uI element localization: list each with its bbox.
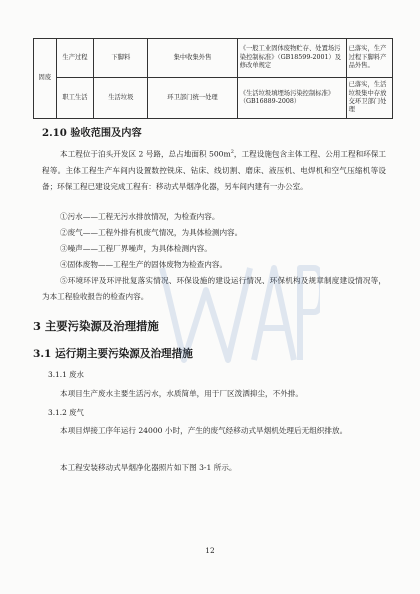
scope-paragraph (42, 144, 386, 195)
item-noise: ③噪声——工程厂界噪声，为具体检测内容。 (60, 244, 212, 253)
standard-cell: 《一般工业固体废物贮存、处置场污染控制标准》（GB18599-2001）及修改单规定 (237, 39, 346, 78)
item-eia-check: ⑤环境环评及环评批复落实情况、环保设施的建设运行情况、环保机构及规章制度建设情况等，为本工程验收报告的检查内容。 (42, 276, 386, 302)
source-cell: 职工生活 (56, 78, 94, 119)
photo-reference-paragraph: 本工程安装移动式旱烟净化器照片如下图 3-1 所示。 (60, 463, 237, 472)
status-cell: 已落实，生产过程下脚料产品外售。 (346, 39, 392, 78)
category-cell: 固废 (34, 39, 57, 119)
section-heading-3: 3 主要污染源及治理措施 (33, 319, 159, 333)
section-heading-3-1-2: 3.1.2 废气 (48, 408, 84, 417)
item-cell: 下脚料 (94, 39, 148, 78)
standard-cell: 《生活垃圾填埋场污染控制标准》（GB16889-2008） (237, 78, 346, 119)
table-row (34, 78, 393, 119)
area-unit-superscript: 2 (230, 149, 234, 155)
solid-waste-table (33, 38, 393, 119)
exhaust-paragraph: 本项目焊接工序年运行 24000 小时，产生的废气经移动式旱烟机处理后无组织排放。 (60, 426, 348, 435)
source-cell: 生产过程 (56, 39, 94, 78)
wastewater-paragraph: 本项目生产废水主要生活污水，水质简单，用于厂区泼洒抑尘，不外排。 (60, 389, 303, 398)
measure-cell: 集中收集外售 (148, 39, 237, 78)
measure-cell: 环卫部门统一处理 (148, 78, 237, 119)
scope-text-b: ，工程设施包含主体工程、公用工程和环保工程等。主体工程生产车间内设置数控铣床、钻床、线切割、磨床、液压机、电焊机和空气压缩机等设备；环保工程已建设完成工程有：移动式旱烟净化器，另车间内建有一办公室。 (42, 149, 386, 191)
item-wastewater: ①污水——工程无污水排放情况，为检查内容。 (60, 212, 220, 221)
scope-text-a: 本工程位于泊头开发区 2 号路，总占地面积 500m (60, 149, 231, 159)
status-cell: 已落实，生活垃圾集中存放交环卫部门处理 (346, 78, 392, 119)
section-heading-2-10: 2.10 验收范围及内容 (42, 127, 142, 139)
item-exhaust-gas: ②废气——工程外排有机废气情况，为具体检测内容。 (60, 228, 243, 237)
item-solid-waste: ④固体废物——工程生产的固体废物为检查内容。 (60, 260, 228, 269)
section-heading-3-1-1: 3.1.1 废水 (48, 370, 84, 379)
page-number: 12 (205, 546, 215, 555)
table-row (34, 39, 393, 78)
section-heading-3-1: 3.1 运行期主要污染源及治理措施 (33, 348, 193, 360)
item-cell: 生活垃圾 (94, 78, 148, 119)
